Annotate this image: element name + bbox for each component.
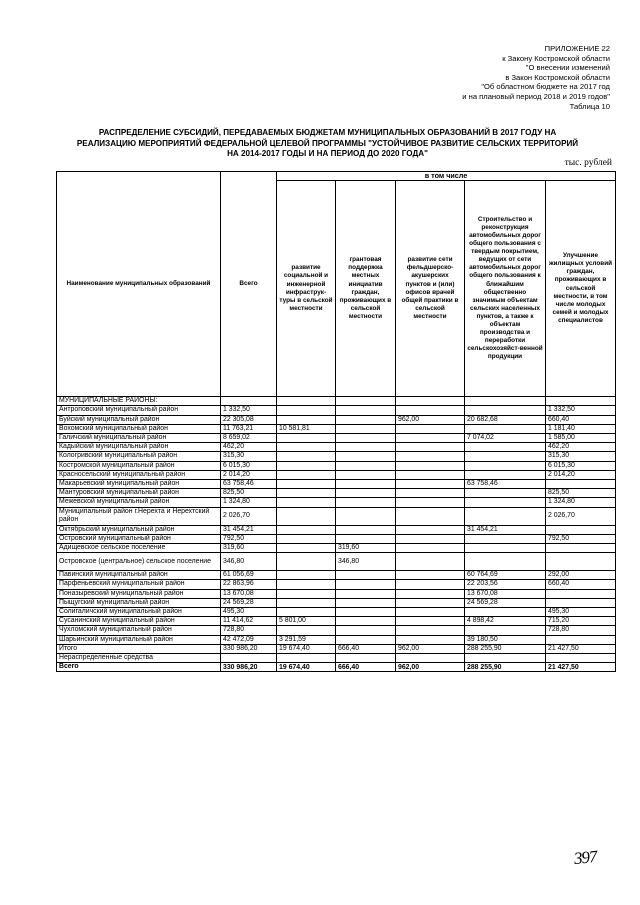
- row-value-cell-total: 24 569,28: [221, 598, 277, 607]
- row-value-cell-c4: [465, 452, 546, 461]
- row-value-cell-c3: [396, 443, 465, 452]
- row-value-cell-c4: 7 074,02: [465, 433, 546, 442]
- row-value-cell-c5: 792,50: [546, 534, 616, 543]
- row-value-cell-c2: [336, 415, 396, 424]
- row-value-cell-total: [221, 653, 277, 662]
- row-value-cell-c3: 962,00: [396, 415, 465, 424]
- row-value-cell-c1: [277, 571, 336, 580]
- row-value-cell-c2: [336, 598, 396, 607]
- appendix-block: [290, 44, 610, 111]
- row-value-cell-c3: [396, 553, 465, 571]
- row-value-cell-c3: [396, 452, 465, 461]
- row-value-cell-total: 8 659,02: [221, 433, 277, 442]
- row-value-cell-c4: 31 454,21: [465, 525, 546, 534]
- appendix-line: "О внесении изменений: [525, 63, 610, 73]
- row-value-cell-total: 495,30: [221, 607, 277, 616]
- row-value-cell-c2: [336, 489, 396, 498]
- row-value-cell-total: 2 026,70: [221, 507, 277, 525]
- row-value-cell-c4: [465, 543, 546, 552]
- row-name-cell: Мантуровский муниципальный район: [57, 489, 221, 498]
- row-value-cell-c2: [336, 653, 396, 662]
- row-value-cell-c3: [396, 580, 465, 589]
- row-value-cell-c4: [465, 626, 546, 635]
- table-row: [57, 635, 616, 644]
- row-value-cell-c5: [546, 525, 616, 534]
- row-value-cell-c3: [396, 406, 465, 415]
- units-label: тыс. рублей: [564, 158, 612, 168]
- page-number: 397: [572, 846, 597, 869]
- row-value-cell-c4: [465, 443, 546, 452]
- row-value-cell-c4: [465, 470, 546, 479]
- row-value-cell-c5: 2 026,70: [546, 507, 616, 525]
- row-value-cell-c1: [277, 525, 336, 534]
- row-value-cell-c4: 20 682,68: [465, 415, 546, 424]
- table-row: [57, 607, 616, 616]
- row-value-cell-c3: [396, 571, 465, 580]
- row-value-cell-c5: 21 427,50: [546, 663, 616, 672]
- header-housing: Улучшение жилищных условий граждан, проживающих в сельской местности, в том числе молодых семей и молодых специалистов: [546, 181, 616, 397]
- row-value-cell-c3: [396, 653, 465, 662]
- row-value-cell-c1: 3 291,59: [277, 635, 336, 644]
- row-value-cell-c2: 666,40: [336, 663, 396, 672]
- row-name-cell: Парфеньевский муниципальный район: [57, 580, 221, 589]
- row-value-cell-c3: [396, 507, 465, 525]
- row-value-cell-c5: 21 427,50: [546, 644, 616, 653]
- header-group: в том числе: [277, 172, 616, 181]
- row-name-cell: Чухломский муниципальный район: [57, 626, 221, 635]
- row-name-cell: Нераспределенные средства: [57, 653, 221, 662]
- appendix-line: "Об областном бюджете на 2017 год: [481, 82, 610, 92]
- row-value-cell-c1: [277, 553, 336, 571]
- subsidy-table: [56, 171, 616, 672]
- row-value-cell-c4: [465, 534, 546, 543]
- row-value-cell-total: 330 986,20: [221, 663, 277, 672]
- table-row: [57, 553, 616, 571]
- row-value-cell-c1: [277, 415, 336, 424]
- row-value-cell-c1: [277, 589, 336, 598]
- row-value-cell-c5: [546, 543, 616, 552]
- row-value-cell-total: 22 305,08: [221, 415, 277, 424]
- row-value-cell-c2: [336, 433, 396, 442]
- row-value-cell-total: 315,30: [221, 452, 277, 461]
- row-name-cell: Островское (центральное) сельское поселение: [57, 553, 221, 571]
- row-value-cell-c5: 1 324,80: [546, 498, 616, 507]
- row-value-cell-c3: [396, 534, 465, 543]
- row-value-cell-c4: 24 569,28: [465, 598, 546, 607]
- row-value-cell-c3: [396, 598, 465, 607]
- row-name-cell: Кадыйский муниципальный район: [57, 443, 221, 452]
- appendix-line: Таблица 10: [569, 101, 610, 111]
- row-value-cell-c1: [277, 479, 336, 488]
- row-value-cell-c5: 825,50: [546, 489, 616, 498]
- row-value-cell-total: 330 986,20: [221, 644, 277, 653]
- row-name-cell: Солигаличский муниципальный район: [57, 607, 221, 616]
- row-value-cell-c4: 4 898,42: [465, 617, 546, 626]
- table-row: [57, 644, 616, 653]
- row-name-cell: Межевской муниципальный район: [57, 498, 221, 507]
- row-value-cell-total: 1 332,50: [221, 406, 277, 415]
- row-value-cell-c4: 288 255,90: [465, 663, 546, 672]
- table-row: [57, 525, 616, 534]
- row-value-cell-c1: [277, 607, 336, 616]
- row-value-cell-c5: [546, 653, 616, 662]
- row-value-cell-c1: 19 674,40: [277, 663, 336, 672]
- row-value-cell-c1: [277, 433, 336, 442]
- table-row: [57, 617, 616, 626]
- table-row: [57, 507, 616, 525]
- row-value-cell-c5: 315,30: [546, 452, 616, 461]
- row-name-cell: Вохомский муниципальный район: [57, 424, 221, 433]
- row-name-cell: Адищевское сельское поселение: [57, 543, 221, 552]
- row-value-cell-c1: [277, 498, 336, 507]
- row-value-cell-c2: [336, 617, 396, 626]
- row-value-cell-c4: [465, 553, 546, 571]
- row-value-cell-c4: [465, 653, 546, 662]
- row-value-cell-c3: [396, 498, 465, 507]
- row-value-cell-c1: [277, 507, 336, 525]
- row-value-cell-c3: [396, 470, 465, 479]
- row-value-cell-c2: [336, 479, 396, 488]
- row-value-cell-c2: [336, 534, 396, 543]
- row-value-cell-c4: 63 758,46: [465, 479, 546, 488]
- row-value-cell-c5: 715,20: [546, 617, 616, 626]
- table-row: [57, 589, 616, 598]
- appendix-line: к Закону Костромской области: [502, 53, 610, 63]
- row-value-cell-c2: [336, 607, 396, 616]
- section-label: МУНИЦИПАЛЬНЫЕ РАЙОНЫ:: [57, 397, 221, 406]
- row-value-cell-c1: [277, 653, 336, 662]
- table-row: [57, 489, 616, 498]
- row-value-cell-c1: [277, 626, 336, 635]
- row-name-cell: Макарьевский муниципальный район: [57, 479, 221, 488]
- row-value-cell-total: 2 014,20: [221, 470, 277, 479]
- table-row: [57, 598, 616, 607]
- row-value-cell-c3: [396, 626, 465, 635]
- row-value-cell-c3: [396, 489, 465, 498]
- row-value-cell-c2: [336, 626, 396, 635]
- header-grants: грантовая поддержка местных инициатив граждан, проживающих в сельской местности: [336, 181, 396, 397]
- row-value-cell-total: 792,50: [221, 534, 277, 543]
- row-value-cell-c3: [396, 589, 465, 598]
- row-value-cell-c2: [336, 424, 396, 433]
- row-value-cell-c3: [396, 461, 465, 470]
- row-name-cell: Галичский муниципальный район: [57, 433, 221, 442]
- row-name-cell: Красносельский муниципальный район: [57, 470, 221, 479]
- row-value-cell-total: 13 670,08: [221, 589, 277, 598]
- table-row: [57, 433, 616, 442]
- row-value-cell-c3: [396, 433, 465, 442]
- row-value-cell-c3: [396, 525, 465, 534]
- row-value-cell-total: 63 758,46: [221, 479, 277, 488]
- row-value-cell-c5: 1 332,50: [546, 406, 616, 415]
- row-value-cell-c1: [277, 406, 336, 415]
- appendix-line: ПРИЛОЖЕНИЕ 22: [544, 44, 610, 53]
- row-value-cell-c4: 13 670,08: [465, 589, 546, 598]
- row-value-cell-c5: 728,80: [546, 626, 616, 635]
- row-value-cell-total: 61 056,69: [221, 571, 277, 580]
- row-value-cell-total: 462,20: [221, 443, 277, 452]
- row-value-cell-c5: 292,00: [546, 571, 616, 580]
- row-value-cell-c1: 5 801,00: [277, 617, 336, 626]
- row-value-cell-c1: [277, 580, 336, 589]
- table-row: [57, 415, 616, 424]
- row-name-cell: Островский муниципальный район: [57, 534, 221, 543]
- row-value-cell-c1: [277, 470, 336, 479]
- row-value-cell-c2: [336, 498, 396, 507]
- row-value-cell-c4: [465, 406, 546, 415]
- row-value-cell-c3: 962,00: [396, 644, 465, 653]
- row-value-cell-c3: [396, 607, 465, 616]
- row-value-cell-total: 1 324,80: [221, 498, 277, 507]
- row-value-cell-c2: [336, 470, 396, 479]
- row-value-cell-c3: [396, 424, 465, 433]
- row-value-cell-c2: [336, 580, 396, 589]
- table-row: [57, 479, 616, 488]
- table-row: [57, 470, 616, 479]
- table-row: [57, 571, 616, 580]
- row-value-cell-c5: 1 585,00: [546, 433, 616, 442]
- row-value-cell-c1: [277, 461, 336, 470]
- row-value-cell-c2: [336, 461, 396, 470]
- row-value-cell-c4: [465, 498, 546, 507]
- table-row: [57, 424, 616, 433]
- row-value-cell-c5: 1 181,40: [546, 424, 616, 433]
- appendix-line: в Закон Костромской области: [505, 72, 610, 82]
- row-value-cell-c5: 660,40: [546, 415, 616, 424]
- table-row: [57, 626, 616, 635]
- row-name-cell: Всего: [57, 663, 221, 672]
- appendix-line: и на плановый период 2018 и 2019 годов": [462, 91, 610, 101]
- row-name-cell: Пыщугский муниципальный район: [57, 598, 221, 607]
- header-name: Наименование муниципальных образований: [57, 172, 221, 397]
- row-value-cell-c2: [336, 589, 396, 598]
- row-value-cell-total: 6 015,30: [221, 461, 277, 470]
- row-value-cell-c5: 2 014,20: [546, 470, 616, 479]
- row-name-cell: Буйский муниципальный район: [57, 415, 221, 424]
- row-value-cell-c5: [546, 635, 616, 644]
- row-value-cell-c3: [396, 543, 465, 552]
- total-row: [57, 663, 616, 672]
- row-value-cell-c2: [336, 443, 396, 452]
- row-value-cell-c2: [336, 452, 396, 461]
- row-value-cell-c4: 39 180,50: [465, 635, 546, 644]
- row-value-cell-c4: 60 764,69: [465, 571, 546, 580]
- row-value-cell-c2: [336, 635, 396, 644]
- row-value-cell-total: 22 863,96: [221, 580, 277, 589]
- row-value-cell-c2: [336, 525, 396, 534]
- row-value-cell-total: 31 454,21: [221, 525, 277, 534]
- row-value-cell-total: 825,50: [221, 489, 277, 498]
- row-name-cell: Поназыревский муниципальный район: [57, 589, 221, 598]
- row-value-cell-total: 42 472,09: [221, 635, 277, 644]
- row-value-cell-c1: 19 674,40: [277, 644, 336, 653]
- row-value-cell-c3: [396, 479, 465, 488]
- row-value-cell-c4: [465, 461, 546, 470]
- row-value-cell-c1: [277, 543, 336, 552]
- row-value-cell-c3: [396, 635, 465, 644]
- row-value-cell-total: 11 763,21: [221, 424, 277, 433]
- row-value-cell-c1: 10 581,81: [277, 424, 336, 433]
- table-row: [57, 461, 616, 470]
- table-row: [57, 443, 616, 452]
- row-value-cell-c3: 962,00: [396, 663, 465, 672]
- row-name-cell: Муниципальный район г.Нерехта и Нерехтский район: [57, 507, 221, 525]
- table-row: [57, 498, 616, 507]
- row-value-cell-c5: [546, 598, 616, 607]
- row-value-cell-c5: [546, 479, 616, 488]
- row-value-cell-c2: [336, 507, 396, 525]
- row-value-cell-c1: [277, 489, 336, 498]
- row-value-cell-c4: 22 203,56: [465, 580, 546, 589]
- row-value-cell-total: 728,80: [221, 626, 277, 635]
- row-value-cell-c4: [465, 489, 546, 498]
- table-row: [57, 534, 616, 543]
- row-value-cell-c5: 660,40: [546, 580, 616, 589]
- document-title: РАСПРЕДЕЛЕНИЕ СУБСИДИЙ, ПЕРЕДАВАЕМЫХ БЮДЖЕТАМ МУНИЦИПАЛЬНЫХ ОБРАЗОВАНИЙ В 2017 ГОДУ НА РЕАЛИЗАЦИЮ МЕРОПРИЯТИЙ ФЕДЕРАЛЬНОЙ ЦЕЛЕВОЙ ПРОГРАММЫ "УСТОЙЧИВОЕ РАЗВИТИЕ СЕЛЬСКИХ ТЕРРИТОРИЙ НА 2014-2017 ГОДЫ И НА ПЕРИОД ДО 2020 ГОДА": [76, 128, 579, 158]
- row-value-cell-total: 346,80: [221, 553, 277, 571]
- row-name-cell: Павинский муниципальный район: [57, 571, 221, 580]
- row-value-cell-c2: 666,40: [336, 644, 396, 653]
- row-value-cell-c5: 6 015,30: [546, 461, 616, 470]
- row-name-cell: Кологривский муниципальный район: [57, 452, 221, 461]
- row-value-cell-c4: [465, 424, 546, 433]
- row-value-cell-c5: 462,20: [546, 443, 616, 452]
- row-value-cell-c4: [465, 607, 546, 616]
- table-row: [57, 406, 616, 415]
- row-value-cell-c5: [546, 553, 616, 571]
- row-value-cell-total: 319,60: [221, 543, 277, 552]
- row-value-cell-c1: [277, 443, 336, 452]
- table-row: [57, 543, 616, 552]
- row-value-cell-c5: 495,30: [546, 607, 616, 616]
- row-value-cell-c5: [546, 589, 616, 598]
- table-row: [57, 452, 616, 461]
- header-medical: развитие сети фельдшерско-акушерских пунктов и (или) офисов врачей общей практики в сельской местности: [396, 181, 465, 397]
- row-value-cell-c3: [396, 617, 465, 626]
- row-value-cell-c1: [277, 598, 336, 607]
- row-name-cell: Шарьинский муниципальный район: [57, 635, 221, 644]
- header-total: Всего: [221, 172, 277, 397]
- header-roads: Строительство и реконструкция автомобильных дорог общего пользования с твердым покрытием, ведущих от сети автомобильных дорог общего пользования к ближайшим общественно значимым объектам сельских населенных пунктов, а также к объектам производства и переработки сельскохозяйст-венной продукции: [465, 181, 546, 397]
- row-name-cell: Октябрьский муниципальный район: [57, 525, 221, 534]
- row-value-cell-c4: 288 255,90: [465, 644, 546, 653]
- row-value-cell-c1: [277, 534, 336, 543]
- row-value-cell-c2: [336, 406, 396, 415]
- row-value-cell-c2: 319,60: [336, 543, 396, 552]
- row-name-cell: Антроповский муниципальный район: [57, 406, 221, 415]
- row-name-cell: Итого: [57, 644, 221, 653]
- row-value-cell-c2: 346,80: [336, 553, 396, 571]
- table-row: [57, 653, 616, 662]
- row-value-cell-total: 11 414,62: [221, 617, 277, 626]
- row-value-cell-c1: [277, 452, 336, 461]
- row-name-cell: Костромской муниципальный район: [57, 461, 221, 470]
- table-row: [57, 580, 616, 589]
- row-name-cell: Сусанинский муниципальный район: [57, 617, 221, 626]
- row-value-cell-c2: [336, 571, 396, 580]
- header-infrastructure: развитие социальной и инженерной инфраструк-туры в сельской местности: [277, 181, 336, 397]
- row-value-cell-c4: [465, 507, 546, 525]
